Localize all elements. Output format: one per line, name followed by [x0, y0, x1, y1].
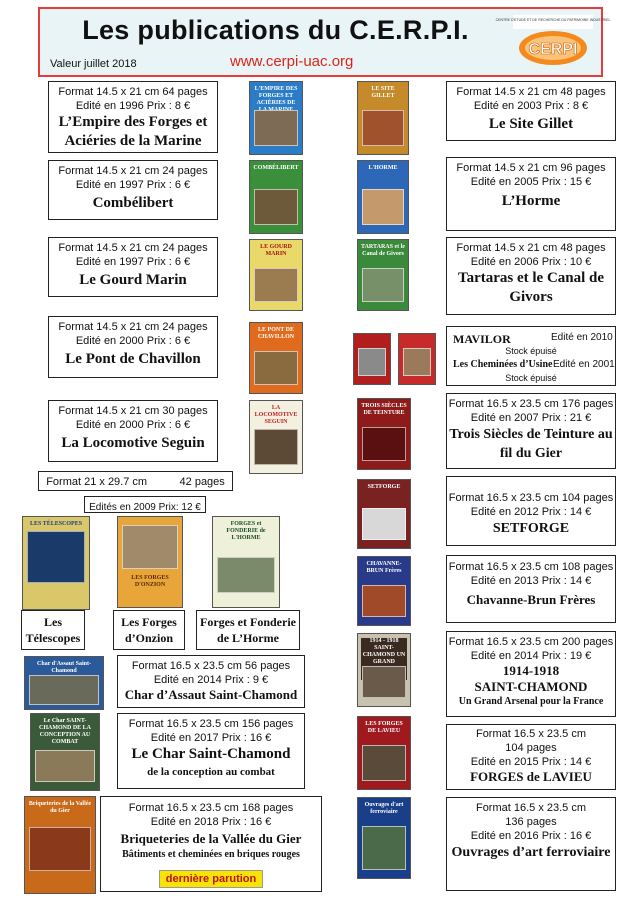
- cheminees-stock: Stock épuisé: [505, 373, 557, 383]
- book-pages: 104 pages: [505, 742, 557, 754]
- book-title: Le Pont de Chavillon: [65, 351, 201, 367]
- cover-combelibert[interactable]: [249, 160, 303, 234]
- cover-photo: [362, 508, 406, 540]
- cover-title: SETFORGE: [367, 484, 401, 490]
- cover-teinture[interactable]: [357, 398, 411, 470]
- cover-title: L'EMPIRE DES FORGES ET ACIÉRIES DE: [254, 86, 298, 106]
- cover-photo: [217, 557, 275, 593]
- website-link[interactable]: www.cerpi-uac.org: [230, 53, 354, 70]
- cover-gillet[interactable]: [357, 81, 409, 155]
- book-card-horme[interactable]: [446, 157, 616, 231]
- cover-photo: [362, 110, 404, 146]
- book-card-seguin[interactable]: [48, 400, 218, 462]
- book-card-assaut[interactable]: [117, 655, 305, 708]
- book-format: Format 14.5 x 21 cm 64 pages: [58, 86, 208, 98]
- book-card-onzion[interactable]: [113, 610, 185, 650]
- book-card-gillet[interactable]: [446, 81, 616, 141]
- book-title: Ouvrages d’art ferroviaire: [451, 845, 611, 860]
- book-subtitle: Un Grand Arsenal pour la France: [458, 696, 604, 707]
- cover-cheminees[interactable]: [398, 333, 436, 385]
- book-title-years: 1914-1918: [502, 663, 560, 678]
- book-format: Format 16.5 x 23.5 cm: [475, 728, 587, 740]
- cover-title: TARTARAS et le Canal de Givors: [361, 244, 405, 257]
- cover-title: LE SITE GILLET: [371, 86, 395, 99]
- book-format: Format 16.5 x 23.5 cm 168 pages: [128, 802, 294, 814]
- cover-chavanne[interactable]: [357, 556, 411, 626]
- valeur-date: Valeur juillet 2018: [50, 58, 137, 70]
- book-edition: Edité en 2003 Prix : 8 €: [473, 100, 589, 112]
- book-title: FORGES de LAVIEU: [470, 769, 592, 784]
- book-title: Les Forges d’Onzion: [121, 615, 177, 645]
- cover-title: LES TÉLESCOPES: [29, 521, 83, 527]
- cover-fonderie[interactable]: [212, 516, 280, 608]
- cover-mavilor[interactable]: [353, 333, 391, 385]
- book-edition: Edité en 2005 Prix : 15 €: [470, 176, 592, 188]
- book-card-ouvrages[interactable]: [446, 797, 616, 891]
- cover-photo: [362, 745, 406, 781]
- cover-photo: [362, 826, 406, 870]
- cover-title: Le Char SAINT-CHAMOND DE LA CONCEPTION AU COMBAT: [39, 718, 91, 745]
- cover-telescopes[interactable]: [22, 516, 90, 610]
- book-format: Format 14.5 x 21 cm 48 pages: [456, 86, 606, 98]
- book-title: L’Horme: [501, 193, 561, 209]
- book-format: Format 16.5 x 23.5 cm 176 pages: [448, 398, 614, 410]
- logo-text: CERPI: [528, 41, 578, 58]
- cover-photo: [254, 429, 298, 465]
- a4-pages: 42 pages: [179, 476, 225, 488]
- cover-photo: [358, 348, 386, 376]
- book-format: Format 16.5 x 23.5 cm 108 pages: [448, 561, 614, 573]
- header-banner: [38, 7, 611, 77]
- book-format: Format 14.5 x 21 cm 96 pages: [456, 162, 606, 174]
- cover-photo: [403, 348, 431, 376]
- book-card-chavillon[interactable]: [48, 316, 218, 378]
- cover-photo: [254, 351, 298, 385]
- book-format: Format 16.5 x 23.5 cm 156 pages: [128, 718, 294, 730]
- cover-title: LES FORGES DE LAVIEU: [365, 721, 403, 734]
- book-card-1914[interactable]: [446, 631, 616, 717]
- book-title: Trois Siècles de Teinture au fil du Gier: [449, 427, 613, 461]
- book-edition: Edité en 1996 Prix : 8 €: [75, 100, 191, 112]
- cheminees-edition: Edité en 2001: [553, 359, 615, 370]
- cover-title: L'HORME: [368, 165, 398, 171]
- book-format: Format 16.5 x 23.5 cm 56 pages: [131, 660, 291, 672]
- cover-assaut[interactable]: [24, 656, 104, 710]
- cover-photo: [29, 827, 91, 871]
- book-title: Les Télescopes: [25, 615, 81, 645]
- cover-tartaras[interactable]: [357, 239, 409, 311]
- book-card-telescopes[interactable]: [21, 610, 85, 650]
- book-subtitle: Bâtiments et cheminées en briques rouges: [122, 849, 300, 860]
- book-title: Le Site Gillet: [488, 116, 574, 132]
- book-edition: Edité en 2018 Prix : 16 €: [150, 816, 272, 828]
- book-edition: Edité en 2013 Prix : 14 €: [470, 575, 592, 587]
- book-title: La Locomotive Seguin: [61, 435, 205, 451]
- cover-photo: [254, 268, 298, 302]
- book-card-tartaras[interactable]: [446, 237, 616, 315]
- cheminees-name: Les Cheminées d’Usine: [453, 359, 553, 370]
- mavilor-edition: Edité en 2010: [551, 332, 613, 343]
- cover-gourd[interactable]: [249, 239, 303, 311]
- book-card-combelibert[interactable]: [48, 160, 218, 220]
- cover-1914[interactable]: [357, 633, 411, 707]
- book-subtitle: de la conception au combat: [147, 766, 275, 778]
- book-card-chavanne[interactable]: [446, 555, 616, 623]
- cover-photo: [27, 531, 85, 583]
- book-title: Briqueteries de la Vallée du Gier: [120, 831, 302, 846]
- cover-photo: [362, 585, 406, 617]
- cover-title: FORGES et FONDERIE de L'HORME: [226, 521, 266, 541]
- a4-format: Format 21 x 29.7 cm: [46, 476, 148, 488]
- book-card-teinture[interactable]: [446, 393, 616, 469]
- cover-title: Briqueteries de la Vallée du Gier: [28, 801, 92, 814]
- book-edition: Edité en 2014 Prix : 19 €: [470, 650, 592, 662]
- cover-photo: [362, 268, 404, 302]
- book-edition: Edité en 2000 Prix : 6 €: [75, 419, 191, 431]
- book-title: Tartaras et le Canal de Givors: [457, 270, 605, 305]
- book-edition: Edité en 2014 Prix : 9 €: [153, 674, 269, 686]
- cover-photo: [254, 110, 298, 146]
- book-card-lavieu[interactable]: [446, 724, 616, 790]
- book-edition: Edité en 2012 Prix : 14 €: [470, 506, 592, 518]
- book-format: Format 14.5 x 21 cm 24 pages: [58, 321, 208, 333]
- book-format: Format 16.5 x 23.5 cm: [475, 802, 587, 814]
- book-title: Le Char Saint-Chamond: [131, 746, 291, 762]
- cover-title: LE GOURD MARIN: [260, 244, 292, 257]
- book-edition: Edité en 2016 Prix : 16 €: [470, 830, 592, 842]
- cover-title: TROIS SIÈCLES DE TEINTURE: [361, 403, 407, 416]
- cover-briqueteries[interactable]: [24, 796, 96, 894]
- book-edition: Edité en 2006 Prix : 10 €: [470, 256, 592, 268]
- book-title: Chavanne-Brun Frères: [466, 592, 596, 607]
- cover-photo: [29, 675, 99, 705]
- book-format: Format 14.5 x 21 cm 30 pages: [58, 405, 208, 417]
- cover-onzion[interactable]: [117, 516, 183, 608]
- cover-horme[interactable]: [357, 160, 409, 234]
- book-card-empire[interactable]: [48, 81, 218, 153]
- book-format: Format 14.5 x 21 cm 24 pages: [58, 165, 208, 177]
- book-format: Format 14.5 x 21 cm 48 pages: [456, 242, 606, 254]
- cover-photo: [122, 525, 178, 569]
- book-title: SETFORGE: [492, 521, 570, 536]
- cover-title: 1914 - 1918 SAINT-CHAMOND UN GRAND: [361, 638, 407, 680]
- book-card-fonderie[interactable]: [196, 610, 300, 650]
- book-card-setforge[interactable]: [446, 476, 616, 546]
- book-edition: Edité en 2000 Prix : 6 €: [75, 335, 191, 347]
- logo-small-text: CENTRE D'ETUDE ET DE RECHERCHE DU PATRIMOINE INDUSTRIEL: [495, 18, 611, 22]
- cover-chavillon[interactable]: [249, 322, 303, 394]
- page-title: Les publications du C.E.R.P.I.: [82, 15, 469, 45]
- cover-photo: [362, 189, 404, 225]
- book-pages: 136 pages: [505, 816, 557, 828]
- book-title: Char d’Assaut Saint-Chamond: [124, 687, 298, 702]
- book-edition: Edité en 2017 Prix : 16 €: [150, 732, 272, 744]
- mavilor-stock: Stock épuisé: [505, 346, 557, 356]
- cerpi-logo: [495, 15, 611, 73]
- cover-photo: [254, 189, 298, 225]
- a4-edition-box: [84, 496, 206, 513]
- cover-title: LES FORGES D'ONZION: [131, 575, 169, 588]
- cover-seguin[interactable]: [249, 400, 303, 474]
- cover-title: COMBÉLIBERT: [253, 165, 299, 171]
- book-title: Le Gourd Marin: [79, 272, 187, 288]
- cover-photo: [362, 666, 406, 698]
- cover-title: LA LOCOMOTIVE SEGUIN: [254, 405, 298, 425]
- cover-setforge[interactable]: [357, 479, 411, 549]
- cover-ouvrages[interactable]: [357, 797, 411, 879]
- book-title: Combélibert: [92, 195, 174, 211]
- cover-title: CHAVANNE-BRUN Frères: [366, 561, 402, 574]
- book-format: Format 16.5 x 23.5 cm 104 pages: [448, 492, 614, 504]
- book-card-char[interactable]: [117, 713, 305, 789]
- book-format: Format 16.5 x 23.5 cm 200 pages: [448, 636, 614, 648]
- cover-title: LE PONT DE CHAVILLON: [257, 327, 295, 340]
- cover-title: Char d'Assaut Saint-Chamond: [37, 661, 91, 674]
- book-edition: Edité en 2015 Prix : 14 €: [470, 756, 592, 768]
- book-edition: Edité en 2007 Prix : 21 €: [470, 412, 592, 424]
- cover-char[interactable]: [30, 713, 100, 791]
- a4-edition: Edités en 2009 Prix: 12 €: [89, 502, 201, 513]
- book-card-mavilor[interactable]: [446, 326, 616, 386]
- book-card-gourd[interactable]: [48, 237, 218, 297]
- cover-lavieu[interactable]: [357, 716, 411, 790]
- book-edition: Edité en 1997 Prix : 6 €: [75, 179, 191, 191]
- cover-photo: [35, 750, 95, 782]
- a4-format-box: [38, 471, 233, 491]
- book-format: Format 14.5 x 21 cm 24 pages: [58, 242, 208, 254]
- latest-badge: dernière parution: [159, 870, 263, 888]
- mavilor-name: MAVILOR: [453, 332, 511, 346]
- cover-empire[interactable]: [249, 81, 303, 155]
- cover-photo: [362, 427, 406, 461]
- book-title: Forges et Fonderie de L’Horme: [200, 615, 296, 645]
- book-title: L’Empire des Forges et Aciéries de la Marine: [58, 114, 208, 149]
- cover-title: Ouvrages d'art ferroviaire: [364, 802, 404, 815]
- book-title: SAINT-CHAMOND: [474, 679, 588, 694]
- book-card-briqueteries[interactable]: [100, 796, 322, 892]
- book-edition: Edité en 1997 Prix : 6 €: [75, 256, 191, 268]
